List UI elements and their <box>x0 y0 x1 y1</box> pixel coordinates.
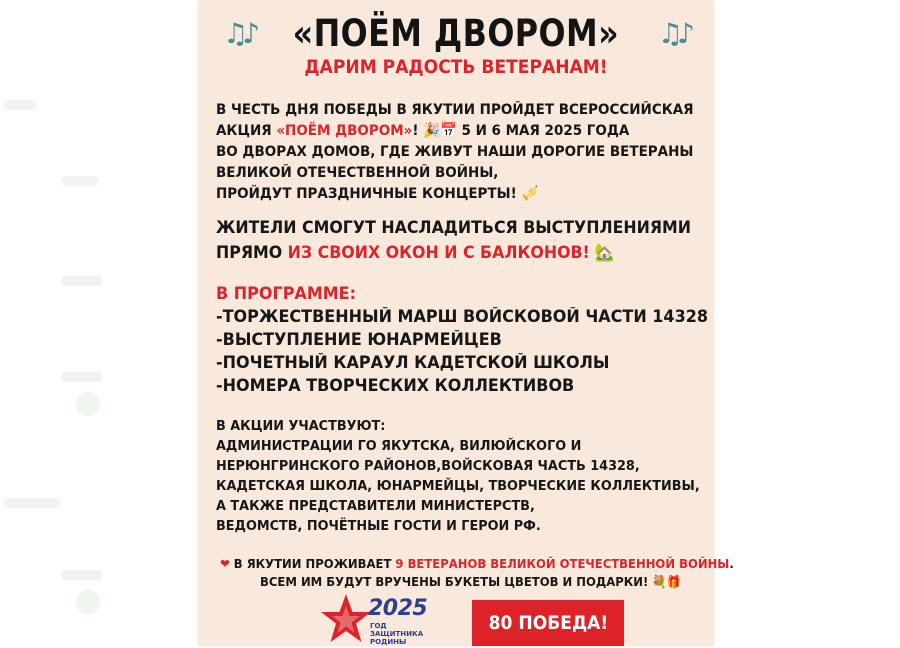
veterans-line: ВСЕМ ИМ БУДУТ ВРУЧЕНЫ БУКЕТЫ ЦВЕТОВ И ПОДАРКИ! 💐🎁 <box>260 574 682 589</box>
program-item: -ВЫСТУПЛЕНИЕ ЮНАРМЕЙЦЕВ <box>216 330 502 349</box>
background-ghost-text <box>62 570 102 580</box>
logo-year: 2025 <box>368 596 428 621</box>
logo-caption: ГОД ЗАЩИТНИКА РОДИНЫ <box>370 622 424 646</box>
intro-line: АКЦИЯ «ПОЁМ ДВОРОМ»! 🎉📅 5 И 6 МАЯ 2025 ГОДА <box>216 123 630 139</box>
background-ghost-text <box>62 372 102 382</box>
intro-line: ПРОЙДУТ ПРАЗДНИЧНЫЕ КОНЦЕРТЫ! 🎺 <box>216 186 539 202</box>
participants-line: НЕРЮНГРИНСКОГО РАЙОНОВ,ВОЙСКОВАЯ ЧАСТЬ 14328, <box>216 458 640 474</box>
intro-line: ВЕЛИКОЙ ОТЕЧЕСТВЕННОЙ ВОЙНЫ, <box>216 165 499 181</box>
poster-title: «ПОЁМ ДВОРОМ» <box>292 11 620 55</box>
background-ghost-text <box>4 100 36 110</box>
intro-line: ВО ДВОРАХ ДОМОВ, ГДЕ ЖИВУТ НАШИ ДОРОГИЕ ВЕТЕРАНЫ <box>216 144 694 160</box>
program-item: -ТОРЖЕСТВЕННЫЙ МАРШ ВОЙСКОВОЙ ЧАСТИ 14328 <box>216 307 708 326</box>
background-ghost-icon <box>76 590 100 614</box>
background-ghost-text <box>62 276 102 286</box>
party-calendar-icon: 🎉📅 <box>423 123 457 139</box>
victory-badge <box>472 600 624 646</box>
veterans-line: ❤ В ЯКУТИИ ПРОЖИВАЕТ 9 ВЕТЕРАНОВ ВЕЛИКОЙ ОТЕЧЕСТВЕННОЙ ВОЙНЫ. <box>220 556 734 571</box>
trumpet-icon: 🎺 <box>521 186 539 202</box>
heart-icon: ❤ <box>220 556 230 571</box>
house-icon: 🏡 <box>589 243 615 263</box>
program-item: -НОМЕРА ТВОРЧЕСКИХ КОЛЛЕКТИВОВ <box>216 376 575 395</box>
background-ghost-text <box>4 498 60 508</box>
bouquet-gift-icon: 💐🎁 <box>652 574 682 589</box>
event-poster <box>198 0 734 646</box>
residents-line: ЖИТЕЛИ СМОГУТ НАСЛАДИТЬСЯ ВЫСТУПЛЕНИЯМИ <box>216 218 692 238</box>
campaign-name: «ПОЁМ ДВОРОМ» <box>276 123 413 139</box>
event-dates: 5 И 6 МАЯ 2025 ГОДА <box>456 123 630 139</box>
program-heading: В ПРОГРАММЕ: <box>216 284 357 303</box>
program-item: -ПОЧЕТНЫЙ КАРАУЛ КАДЕТСКОЙ ШКОЛЫ <box>216 353 610 372</box>
music-notes-icon: ♫♪ <box>657 16 689 50</box>
victory-text: 80 ПОБЕДА! <box>488 612 608 634</box>
participants-line: АДМИНИСТРАЦИИ ГО ЯКУТСКА, ВИЛЮЙСКОГО И <box>216 438 582 454</box>
red-star-icon <box>318 592 374 648</box>
background-ghost-icon <box>76 392 100 416</box>
participants-line: ВЕДОМСТВ, ПОЧЁТНЫЕ ГОСТИ И ГЕРОИ РФ. <box>216 518 541 534</box>
participants-line: А ТАКЖЕ ПРЕДСТАВИТЕЛИ МИНИСТЕРСТВ, <box>216 498 535 514</box>
year-of-defender-logo <box>326 590 476 646</box>
title-row <box>198 6 714 60</box>
participants-heading: В АКЦИИ УЧАСТВУЮТ: <box>216 418 386 434</box>
residents-line: ПРЯМО ИЗ СВОИХ ОКОН И С БАЛКОНОВ! 🏡 <box>216 243 615 263</box>
background-ghost-text <box>62 176 98 186</box>
intro-line: В ЧЕСТЬ ДНЯ ПОБЕДЫ В ЯКУТИИ ПРОЙДЕТ ВСЕРОССИЙСКАЯ <box>216 102 694 118</box>
poster-subtitle: ДАРИМ РАДОСТЬ ВЕТЕРАНАМ! <box>304 56 608 78</box>
participants-line: КАДЕТСКАЯ ШКОЛА, ЮНАРМЕЙЦЫ, ТВОРЧЕСКИЕ КОЛЛЕКТИВЫ, <box>216 478 700 494</box>
music-notes-icon: ♫♪ <box>223 16 255 50</box>
